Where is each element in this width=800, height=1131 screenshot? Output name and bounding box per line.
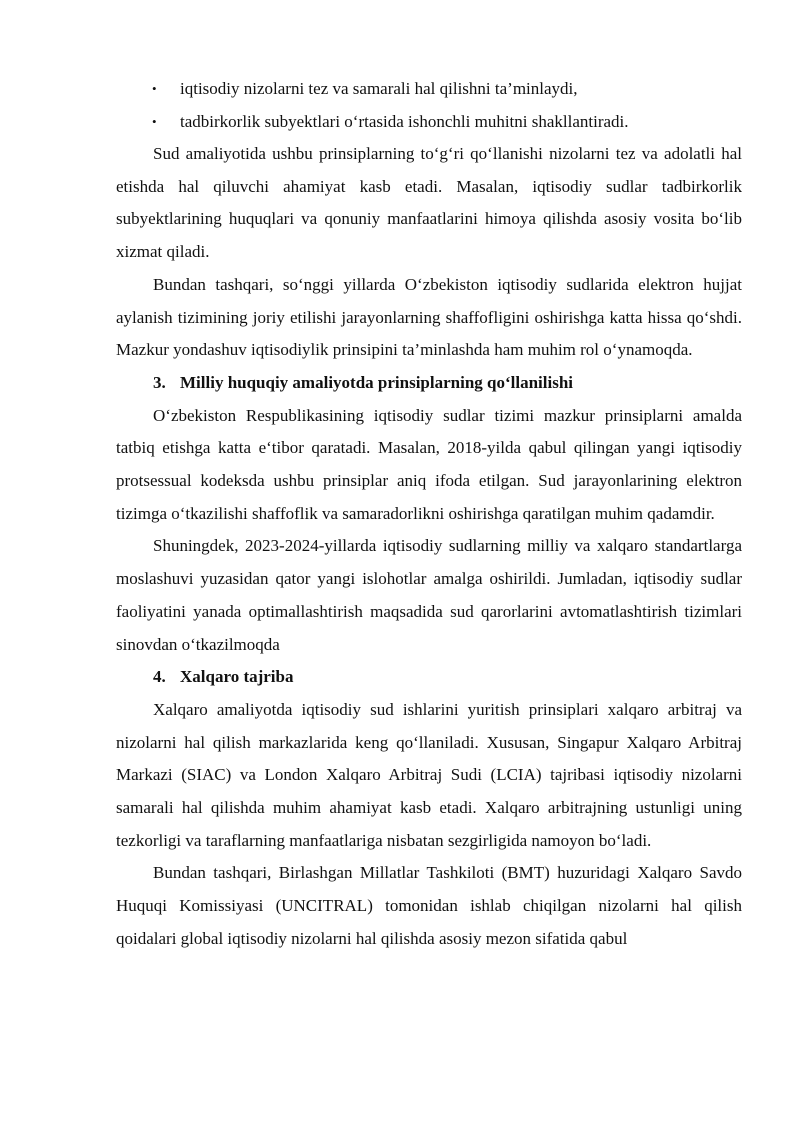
bullet-text: iqtisodiy nizolarni tez va samarali hal qilishni ta’minlaydi,: [180, 79, 578, 98]
paragraph: Shuningdek, 2023-2024-yillarda iqtisodiy sudlarning milliy va xalqaro standartlarga moslashuvi yuzasidan qator yangi islohotlar amalga oshirildi. Jumladan, iqtisodiy sudlar faoliyatini yanada optimallashtirish maqsadida sud qarorlarini avtomatlashtirish tizimlari sinovdan o‘tkazilmoqda: [116, 536, 742, 654]
page-body: [116, 72, 742, 956]
paragraph: O‘zbekiston Respublikasining iqtisodiy sudlar tizimi mazkur prinsiplarni amalda tatbiq etishga katta e‘tibor qaratadi. Masalan, 2018-yilda qabul qilingan yangi iqtisodiy protsessual kodeksda ushbu prinsiplar aniq ifoda etilgan. Sud jarayonlarining elektron tizimga o‘tkazilishi shaffoflik va samaradorlikni oshirishga qaratilgan muhim qadamdir.: [116, 405, 742, 523]
bullet-item: [116, 105, 742, 138]
bullet-text: tadbirkorlik subyektlari o‘rtasida ishonchli muhitni shakllantiradi.: [180, 112, 629, 131]
paragraph: Bundan tashqari, so‘nggi yillarda O‘zbekiston iqtisodiy sudlarida elektron hujjat aylanish tizimining joriy etilishi jarayonlarning shaffofligini oshirishga katta hissa qo‘shdi. Mazkur yondashuv iqtisodiylik prinsipini ta’minlashda ham muhim rol o‘ynamoqda.: [116, 274, 742, 360]
paragraph: Bundan tashqari, Birlashgan Millatlar Tashkiloti (BMT) huzuridagi Xalqaro Savdo Huquqi Komissiyasi (UNCITRAL) tomonidan ishlab chiqilgan nizolarni hal qilish qoidalari global iqtisodiy nizolarni hal qilishda asosiy mezon sifatida qabul: [116, 863, 742, 948]
section-number: 4.: [153, 667, 166, 687]
bullet-icon: •: [152, 81, 157, 96]
section-title: Xalqaro tajriba: [180, 667, 294, 687]
paragraph: Sud amaliyotida ushbu prinsiplarning to‘g‘ri qo‘llanishi nizolarni tez va adolatli hal etishda hal qiluvchi ahamiyat kasb etadi. Masalan, iqtisodiy sudlar tadbirkorlik subyektlarining huquqlari va qonuniy manfaatlarini himoya qilishda asosiy vosita bo‘lib xizmat qiladi.: [116, 144, 742, 262]
paragraph: Xalqaro amaliyotda iqtisodiy sud ishlarini yuritish prinsiplari xalqaro arbitraj va nizolarni hal qilish markazlarida keng qo‘llaniladi. Xususan, Singapur Xalqaro Arbitraj Markazi (SIAC) va London Xalqaro Arbitraj Sudi (LCIA) tajribasi iqtisodiy nizolarni samarali hal qilishda muhim ahamiyat kasb etadi. Xalqaro arbitrajning ustunligi uning tezkorligi va taraflarning manfaatlariga nisbatan sezgirligida namoyon bo‘ladi.: [116, 699, 742, 850]
section-title: Milliy huquqiy amaliyotda prinsiplarning qo‘llanilishi: [180, 372, 574, 392]
section-number: 3.: [153, 372, 166, 392]
section-heading: [116, 367, 742, 400]
bullet-icon: •: [152, 114, 157, 129]
section-heading: [116, 661, 742, 694]
bullet-item: [116, 72, 742, 105]
